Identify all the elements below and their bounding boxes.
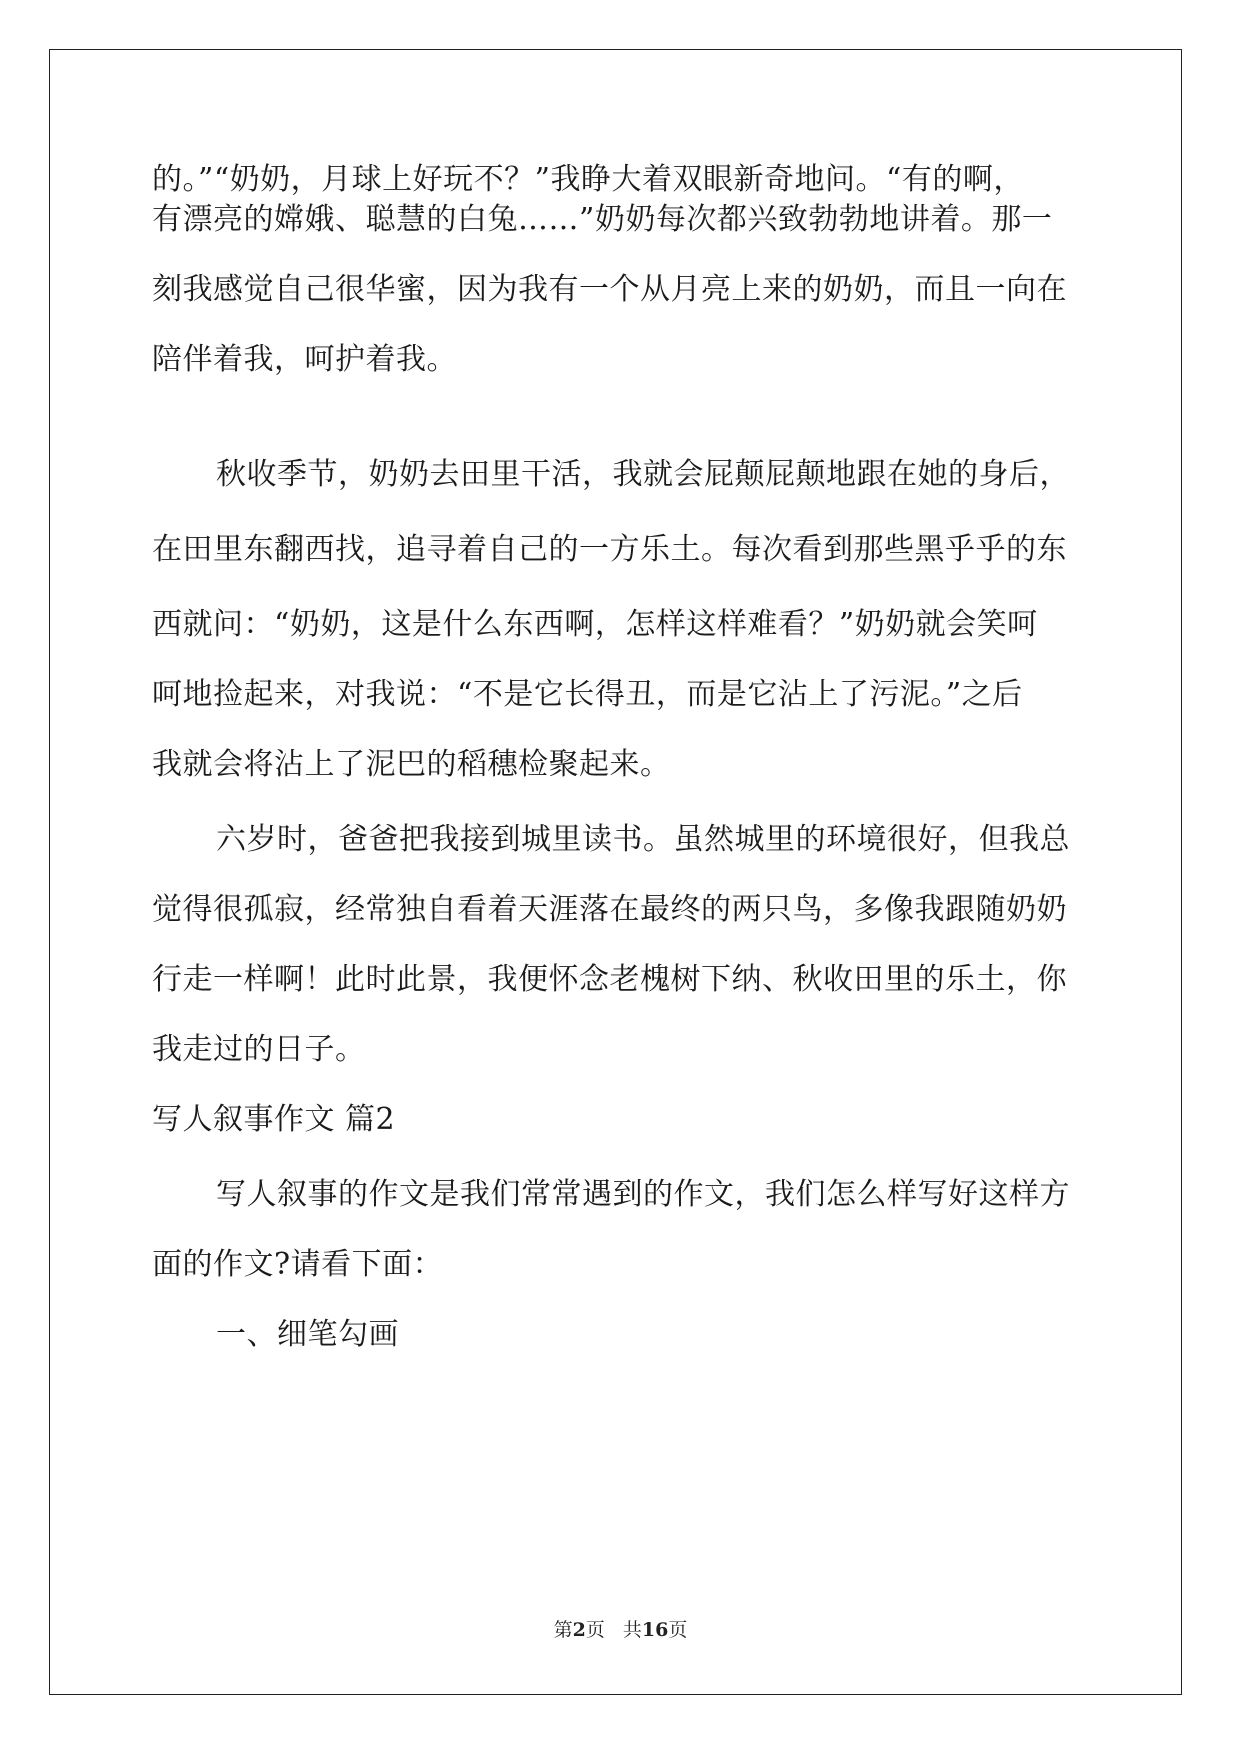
total-pages: 16 (641, 1619, 669, 1641)
text-line: 西就问：“奶奶，这是什么东西啊，怎样这样难看？”奶奶就会笑呵 (152, 607, 1038, 642)
text-line: 觉得很孤寂，经常独自看着天涯落在最终的两只鸟，多像我跟随奶奶 (152, 892, 1067, 927)
text-line: 陪伴着我，呵护着我。 (152, 342, 457, 377)
text-line: 面的作文?请看下面： (152, 1247, 444, 1282)
total-suffix: 页 (668, 1619, 688, 1641)
paragraph-start-line: 写人叙事的作文是我们常常遇到的作文，我们怎么样写好这样方 (216, 1177, 1070, 1212)
text-line: 呵地捡起来，对我说：“不是它长得丑，而是它沾上了污泥。”之后 (152, 677, 1023, 712)
text-line: 的。”“奶奶，月球上好玩不？”我睁大着双眼新奇地问。“有的啊， (152, 162, 1024, 197)
total-prefix: 共 (622, 1619, 642, 1641)
page-number: 2 (572, 1619, 586, 1641)
text-line: 在田里东翻西找，追寻着自己的一方乐土。每次看到那些黑乎乎的东 (152, 532, 1067, 567)
text-line: 有漂亮的嫦娥、聪慧的白兔……”奶奶每次都兴致勃勃地讲着。那一 (152, 202, 1053, 237)
page-suffix: 页 (585, 1619, 605, 1641)
text-line: 我就会将沾上了泥巴的稻穗检聚起来。 (152, 747, 671, 782)
section-heading: 写人叙事作文 篇2 (152, 1102, 396, 1137)
text-line: 我走过的日子。 (152, 1032, 366, 1067)
subheading: 一、细笔勾画 (216, 1317, 399, 1352)
paragraph-start-line: 秋收季节，奶奶去田里干活，我就会屁颠屁颠地跟在她的身后， (216, 457, 1070, 492)
page-footer (0, 1615, 1241, 1642)
text-line: 刻我感觉自己很华蜜，因为我有一个从月亮上来的奶奶，而且一向在 (152, 272, 1067, 307)
text-line: 行走一样啊！此时此景，我便怀念老槐树下纳、秋收田里的乐土，你 (152, 962, 1067, 997)
page-prefix: 第 (553, 1619, 573, 1641)
paragraph-start-line: 六岁时，爸爸把我接到城里读书。虽然城里的环境很好，但我总 (216, 822, 1070, 857)
